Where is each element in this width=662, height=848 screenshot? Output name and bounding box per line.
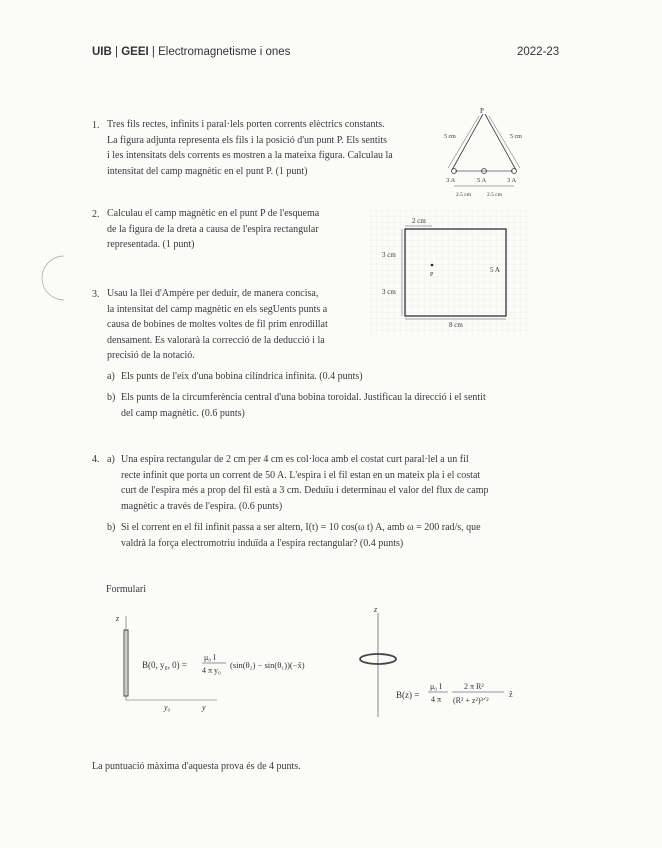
q3-line: la intensitat del camp magnètic en els segUents punts a [107,303,328,315]
f2-rhs: ẑ [509,690,513,699]
q4b-line: Si el corrent en el fil infinit passa a ser altern, I(t) = 10 cos(ω t) A, amb ω = 200 rad/s, que [121,522,481,533]
dim-right [489,116,520,168]
f2-denominator-2: (R² + z²)³ᐟ² [453,696,489,705]
hole-punch-mark [36,254,66,304]
f1-y0-label: y₀ [164,703,171,712]
left-top-dim-label: 3 cm [382,251,396,259]
q2-line: de la figura de la dreta a causa de l'espira rectangular [107,223,319,235]
top-dim-label: 2 cm [412,217,426,225]
q3b-text [121,390,561,421]
q1-number: 1. [92,120,100,131]
f2-denominator-1: 4 π [431,695,442,704]
point-p-label: P [430,272,434,278]
f2-numerator-2: 2 π R² [464,682,484,691]
header-sep: | [115,46,119,58]
left-side-label: 5 cm [444,134,456,140]
f1-y-label: y [202,703,206,712]
current-3-label: 3 A [507,177,517,184]
current-1-label: 3 A [446,177,456,184]
q2-line: representada. (1 punt) [107,239,195,250]
q3-text [107,286,367,364]
point-p-label: P [480,107,484,115]
current-label: 5 A [490,266,500,274]
q4b-line: valdrà la força electromotriu induïda a l'espira rectangular? (0.4 punts) [121,537,404,549]
q3b-line: Els punts de la circumferència central d'una bobina toroidal. Justificau la direcció i el sentit [121,392,486,403]
uib-label: UIB [92,46,112,58]
q2-number: 2. [92,209,100,220]
q4a-line: recte infinit que porta un corrent de 50 A. L'espira i el fil estan en un mateix pla i el costat [121,469,481,481]
f1-rhs: (sin(θ₂) − sin(θ₁))(−x̂) [230,660,305,670]
geei-label: GEEI [121,46,149,58]
q4a-line: Una espira rectangular de 2 cm per 4 cm es col·loca amb el costat curt paral·lel a un fil [121,454,469,465]
q3-line: Usau la llei d'Ampère per deduir, de manera concisa, [107,288,319,299]
left-bottom-dim-label: 3 cm [382,288,396,296]
header-sep-2: | [151,46,155,58]
course-title: Electromagnetisme i ones [158,46,291,58]
q4a-text [121,452,561,514]
current-2-label: 5 A [477,177,487,184]
q4b-text [121,520,561,551]
q4a-label: a) [107,454,115,465]
q3b-line: del camp magnètic. (0.6 punts) [121,407,245,419]
f2-lhs: B(z) = [396,690,420,700]
f2-numerator-1: μ₀ I [430,682,442,691]
footer-note: La puntuació màxima d'aquesta prova és de 4 punts. [92,761,301,772]
right-side-label: 5 cm [510,134,522,140]
q3a-text: Els punts de l'eix d'una bobina cilíndrica infinita. (0.4 punts) [121,371,363,382]
q3b-label: b) [107,392,116,403]
q3a-label: a) [107,371,115,382]
q3-line: precisió de la notació. [107,350,195,361]
q2-line: Calculau el camp magnètic en el punt P de l'esquema [107,208,320,219]
q1-figure [440,102,540,202]
q1-line: i les intensitats dels corrents es mostren a la mateixa figura. Calculau la [107,150,393,161]
q2-text [107,206,367,253]
dim-left [448,116,479,168]
q3-number: 3. [92,289,100,300]
academic-year: 2022-23 [517,46,560,58]
q1-line: La figura adjunta representa els fils i la posició d'un punt P. Els sentits [107,134,388,146]
q4-number: 4. [92,454,100,465]
q1-line: Tres fils rectes, infinits i paral·lels porten corrents elèctrics constants. [107,119,385,130]
f2-z-label: z [374,605,378,614]
formula-2-figure [352,605,532,725]
f1-z-label: z [116,614,120,623]
formulari-title: Formulari [106,584,146,595]
spacing-2-label: 2.5 cm [487,192,502,198]
spacing-1-label: 2.5 cm [456,192,471,198]
q3-line: densament. Es valorarà la correcció de la deducció i la [107,334,325,346]
q1-text [107,117,427,179]
q1-line: intensitat del camp magnètic en el punt P. (1 punt) [107,165,308,177]
q2-figure [370,210,530,335]
header [92,46,290,58]
q4b-label: b) [107,522,116,533]
q3-line: causa de bobines de moltes voltes de fil prim enrodillat [107,319,328,330]
point-p-marker [431,264,434,267]
bottom-dim-label: 8 cm [449,321,463,329]
triangle-left-side [452,114,483,170]
f1-lhs: B(0, y₀, 0) = [142,660,187,670]
f1-denominator: 4 π y₀ [202,666,221,675]
q4a-line: magnètic a través de l'espira. (0.6 punts) [121,500,283,512]
q4a-line: curt de l'espira més a prop del fil està a 3 cm. Deduïu i determinau el valor del flux de camp [121,485,489,496]
f1-numerator: μ₀ I [204,653,216,662]
formula-1-figure [112,608,352,718]
triangle-right-side [485,114,516,170]
